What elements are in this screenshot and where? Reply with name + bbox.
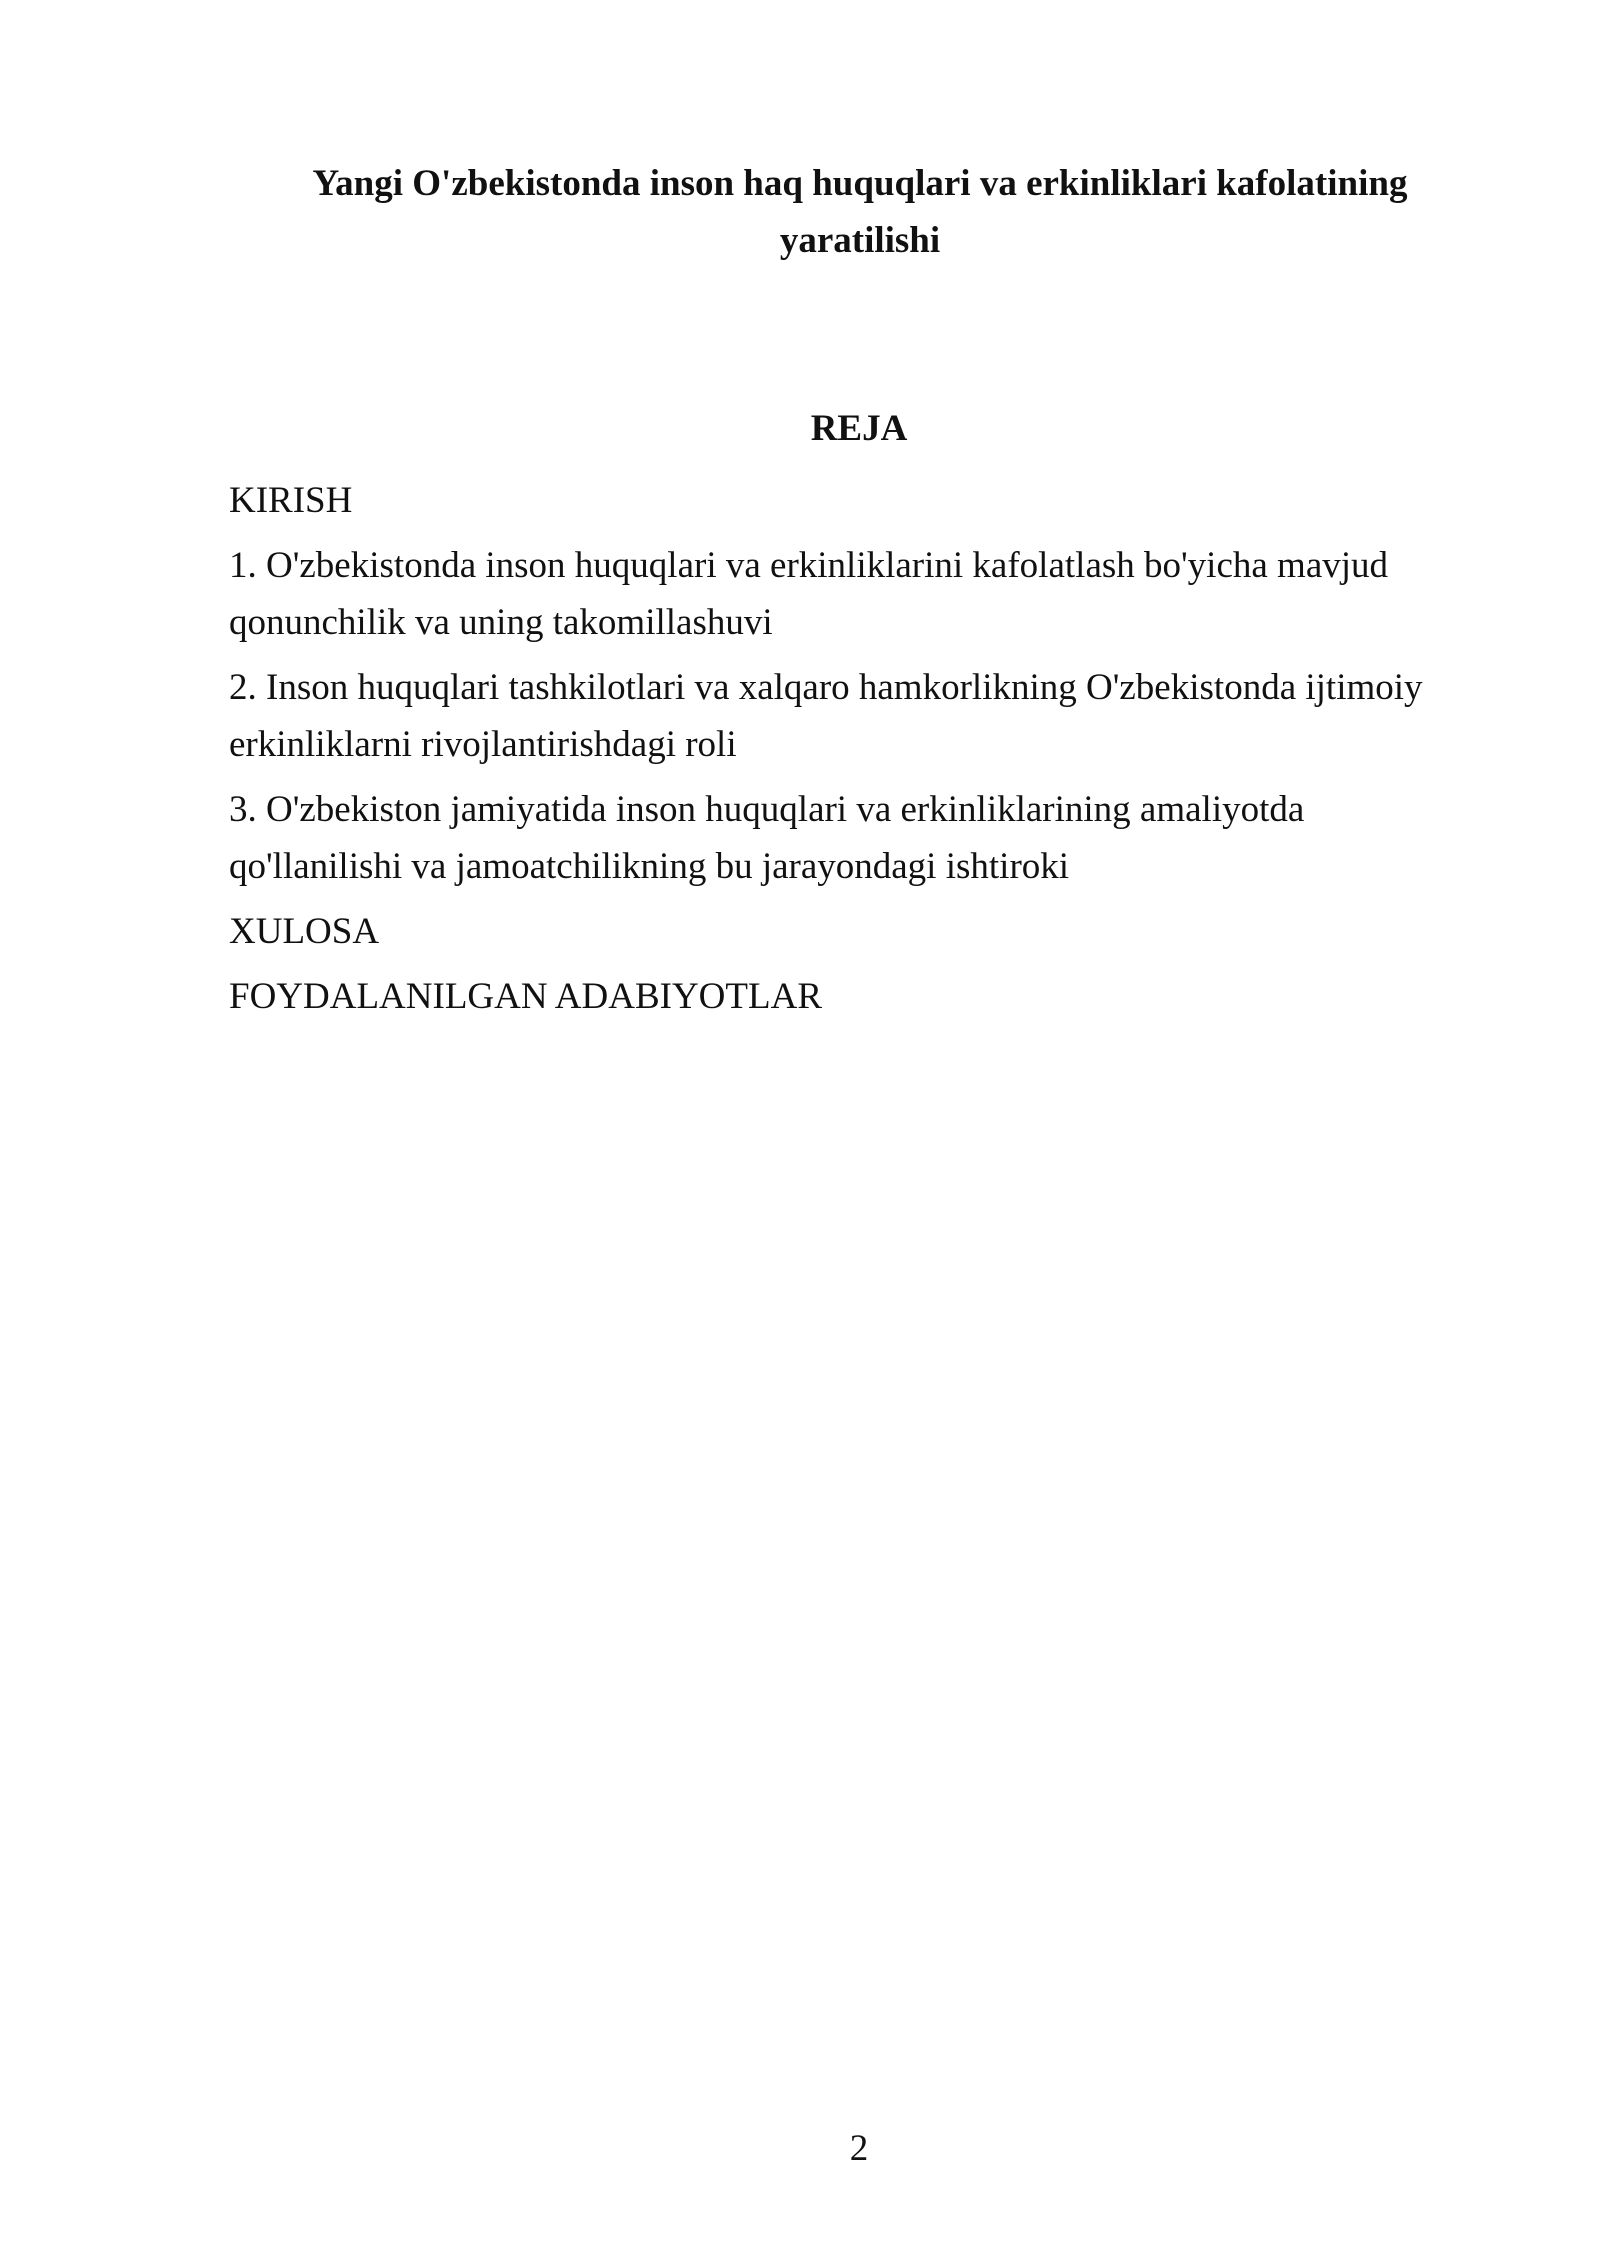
- plan-list: [229, 472, 1479, 1033]
- plan-item-conclusion: XULOSA: [229, 911, 380, 952]
- plan-item-2: 2. Inson huquqlari tashkilotlari va xalqaro hamkorlikning O'zbekistonda ijtimoiy erkinliklarni rivojlantirishdagi roli: [229, 667, 1423, 765]
- plan-heading: REJA: [810, 408, 908, 449]
- document-title: Yangi O'zbekistonda inson haq huquqlari va erkinliklari kafolatining yaratilishi: [312, 163, 1408, 261]
- plan-item-1: 1. O'zbekistonda inson huquqlari va erkinliklarini kafolatlash bo'yicha mavjud qonunchilik va uning takomillashuvi: [229, 545, 1389, 643]
- plan-item-intro: KIRISH: [229, 480, 353, 521]
- plan-item-references: FOYDALANILGAN ADABIYOTLAR: [229, 976, 822, 1017]
- page-number: 2: [849, 2128, 869, 2169]
- plan-item-3: 3. O'zbekiston jamiyatida inson huquqlari va erkinliklarining amaliyotda qo'llanilishi va jamoatchilikning bu jarayondagi ishtiroki: [229, 789, 1305, 887]
